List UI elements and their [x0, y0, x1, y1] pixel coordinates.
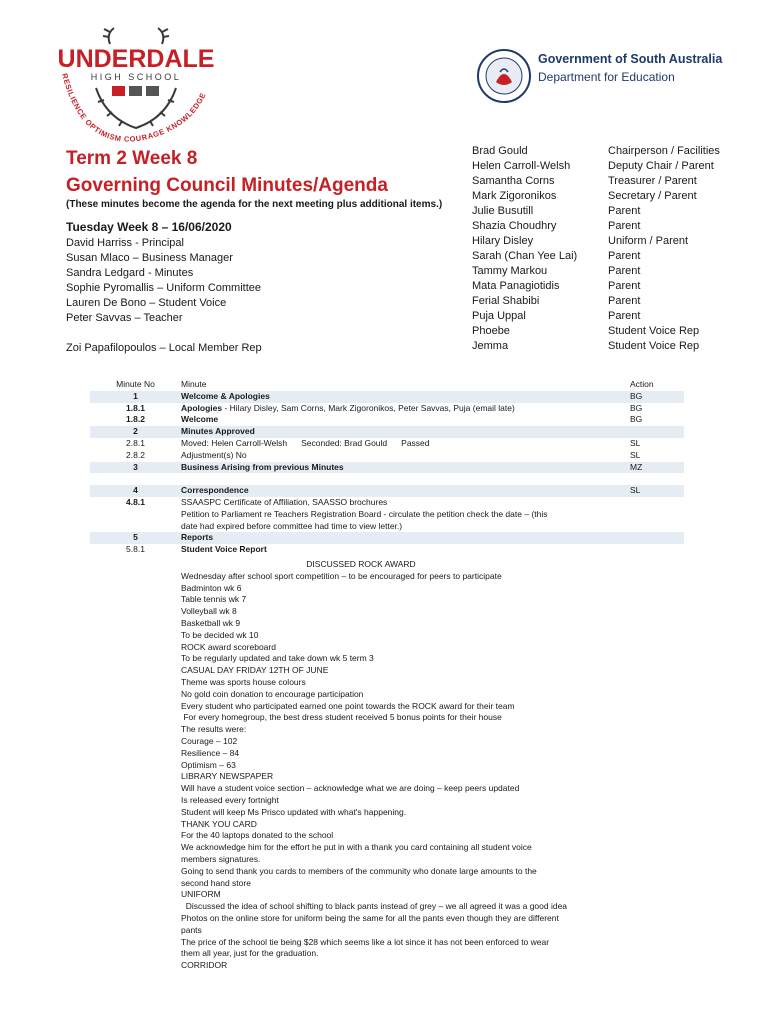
page-title-minutes: Governing Council Minutes/Agenda — [66, 175, 388, 196]
report-line: No gold coin donation to encourage participation — [181, 688, 364, 699]
report-line: pants — [181, 924, 202, 935]
minute-text-bold: Apologies — [181, 402, 223, 413]
report-line: Every student who participated earned one point towards the ROCK award for their team — [181, 700, 515, 711]
table-row — [90, 414, 684, 426]
council-member-name: Hilary Disley — [472, 235, 534, 247]
minute-action: BG — [630, 402, 643, 413]
minute-text: Business Arising from previous Minutes — [181, 461, 344, 472]
table-row — [90, 485, 684, 497]
council-member-name: Helen Carroll-Welsh — [472, 160, 571, 172]
minute-action: SL — [630, 485, 641, 496]
report-line: Volleyball wk 8 — [181, 606, 237, 617]
report-line: CASUAL DAY FRIDAY 12TH OF JUNE — [181, 665, 329, 676]
minute-text: Welcome & Apologies — [181, 390, 270, 401]
council-member-name: Sarah (Chan Yee Lai) — [472, 250, 578, 262]
minute-action — [628, 497, 684, 509]
minute-text: Welcome — [181, 414, 219, 425]
attendee: David Harriss - Principal — [66, 237, 184, 249]
council-member-names — [472, 144, 577, 354]
minute-no: 2.8.2 — [126, 449, 145, 460]
council-member-name: Tammy Markou — [472, 265, 548, 277]
table-row — [90, 438, 684, 450]
council-member-roles — [608, 144, 720, 354]
table-row — [90, 497, 684, 509]
council-member-name: Julie Busutill — [472, 205, 534, 217]
report-line: Optimism – 63 — [181, 759, 236, 770]
council-member-name: Ferial Shabibi — [472, 295, 540, 307]
council-member-role: Secretary / Parent — [608, 190, 697, 202]
attendee: Sandra Ledgard - Minutes — [66, 267, 194, 279]
council-member-name: Brad Gould — [472, 145, 528, 157]
attendee: Peter Savvas – Teacher — [66, 312, 183, 324]
council-member-role: Parent — [608, 220, 641, 232]
minute-action — [628, 521, 684, 533]
report-line: Going to send thank you cards to members of the community who donate large amounts to the — [181, 865, 537, 876]
local-member-rep: Zoi Papafilopoulos – Local Member Rep — [66, 342, 262, 354]
minute-text: - Hilary Disley, Sam Corns, Mark Zigoronikos, Peter Savvas, Puja (email late) — [222, 402, 515, 413]
report-line: UNIFORM — [181, 889, 221, 900]
student-voice-report — [181, 559, 621, 972]
council-member-role: Parent — [608, 265, 641, 277]
attendee: Susan Mlaco – Business Manager — [66, 252, 233, 264]
report-line: Photos on the online store for uniform being the same for all the pants even though they are different — [181, 912, 559, 923]
minute-text: date had expired before committee had time to view letter.) — [181, 520, 403, 531]
minute-no: 5 — [133, 532, 138, 543]
council-member-name: Mark Zigoronikos — [472, 190, 557, 202]
minute-no: 3 — [133, 461, 138, 472]
council-member-role: Parent — [608, 205, 641, 217]
minute-no — [90, 509, 181, 521]
minute-action: BG — [630, 390, 643, 401]
government-heading — [538, 52, 738, 84]
council-member-role: Student Voice Rep — [608, 340, 700, 352]
minute-no: 2.8.1 — [126, 437, 145, 448]
table-header-row — [90, 379, 684, 391]
report-line: ROCK award scoreboard — [181, 641, 276, 652]
report-line: Wednesday after school sport competition – to be encouraged for peers to participate — [181, 570, 502, 581]
minute-action: MZ — [630, 461, 643, 472]
minute-text: SSAASPC Certificate of Affiliation, SAASSO brochures — [181, 496, 388, 507]
government-line2: Department for Education — [538, 70, 675, 84]
council-member-name: Mata Panagiotidis — [472, 280, 560, 292]
council-member-role: Parent — [608, 310, 641, 322]
seconded-by: Seconded: Brad Gould — [301, 437, 388, 448]
report-heading: DISCUSSED ROCK AWARD — [306, 559, 416, 569]
agenda-note: (These minutes become the agenda for the next meeting plus additional items.) — [66, 199, 443, 210]
council-member-name: Phoebe — [472, 325, 510, 337]
minute-action: SL — [630, 449, 641, 460]
report-line: CORRIDOR — [181, 960, 228, 971]
report-line: Table tennis wk 7 — [181, 594, 247, 605]
minute-action — [628, 426, 684, 438]
school-logo — [52, 22, 220, 152]
minute-no: 4 — [133, 485, 138, 496]
report-line: Theme was sports house colours — [181, 676, 306, 687]
minute-text: Minutes Approved — [181, 426, 255, 437]
report-line: To be regularly updated and take down wk 5 term 3 — [181, 653, 374, 664]
school-subname-logo: HIGH SCHOOL — [90, 72, 182, 82]
table-row — [90, 521, 684, 533]
school-name-logo: UNDERDALE — [57, 45, 215, 73]
report-line: Student will keep Ms Prisco updated with what's happening. — [181, 806, 407, 817]
report-line: Basketball wk 9 — [181, 617, 241, 628]
minute-action: SL — [630, 437, 641, 448]
report-line: We acknowledge him for the effort he put in with a thank you card containing all student voice — [181, 842, 532, 853]
council-member-name: Samantha Corns — [472, 175, 555, 187]
table-row — [90, 426, 684, 438]
table-row — [90, 544, 684, 556]
council-member-role: Chairperson / Facilities — [608, 145, 720, 157]
col-header-minute: Minute — [181, 379, 207, 389]
moved-by: Moved: Helen Carroll-Welsh — [181, 437, 288, 448]
table-row — [90, 403, 684, 415]
report-line: second hand store — [181, 877, 251, 888]
staff-attendees — [66, 236, 262, 356]
minute-text: Student Voice Report — [181, 544, 267, 555]
minute-no — [90, 521, 181, 533]
report-line: Resilience – 84 — [181, 747, 240, 758]
council-member-name: Jemma — [472, 340, 509, 352]
minute-action — [628, 509, 684, 521]
council-member-role: Student Voice Rep — [608, 325, 700, 337]
minute-text: Reports — [181, 532, 214, 543]
attendee: Sophie Pyromallis – Uniform Committee — [66, 282, 262, 294]
report-line: For every homegroup, the best dress student received 5 bonus points for their house — [181, 712, 502, 723]
minute-text: Adjustment(s) No — [181, 449, 247, 460]
table-row — [90, 509, 684, 521]
council-member-name: Puja Uppal — [472, 310, 526, 322]
page-title-term: Term 2 Week 8 — [66, 148, 198, 169]
report-line: THANK YOU CARD — [181, 818, 257, 829]
report-line: LIBRARY NEWSPAPER — [181, 771, 274, 782]
council-member-role: Uniform / Parent — [608, 235, 689, 247]
council-member-role: Parent — [608, 295, 641, 307]
minute-action — [628, 544, 684, 556]
report-line: The results were: — [181, 724, 247, 735]
report-line: Badminton wk 6 — [181, 582, 242, 593]
table-row — [90, 532, 684, 544]
minutes-table — [90, 379, 684, 556]
minute-text: Petition to Parliament re Teachers Registration Board - circulate the petition check the date – (this — [181, 508, 548, 519]
report-line: Is released every fortnight — [181, 794, 279, 805]
report-line: them all year, just for the graduation. — [181, 948, 319, 959]
col-header-minute-no: Minute No — [116, 379, 155, 389]
report-line: Courage – 102 — [181, 735, 238, 746]
table-row — [90, 450, 684, 462]
report-line: The price of the school tie being $28 which seems like a lot since it has not been enforced to wear — [181, 936, 550, 947]
col-header-action: Action — [630, 379, 654, 389]
minute-action — [628, 532, 684, 544]
minute-action: BG — [630, 414, 643, 425]
report-line: For the 40 laptops donated to the school — [181, 830, 334, 841]
council-member-role: Parent — [608, 250, 641, 262]
school-motto-logo: RESILIENCE OPTIMISM COURAGE KNOWLEDGE — [60, 72, 208, 144]
report-line: Will have a student voice section – acknowledge what we are doing – keep peers updated — [181, 783, 520, 794]
meeting-date: Tuesday Week 8 – 16/06/2020 — [66, 220, 232, 234]
minute-no: 4.8.1 — [126, 496, 145, 507]
motion-result: Passed — [401, 437, 430, 448]
minute-no: 2 — [133, 426, 138, 437]
table-row — [90, 391, 684, 403]
minute-no: 1.8.1 — [126, 402, 145, 413]
table-row — [90, 462, 684, 474]
council-member-name: Shazia Choudhry — [472, 220, 557, 232]
council-member-role: Parent — [608, 280, 641, 292]
report-line: Discussed the idea of school shifting to black pants instead of grey – we all agreed it was a good idea — [181, 901, 568, 912]
minute-no: 1.8.2 — [126, 414, 145, 425]
council-member-role: Treasurer / Parent — [608, 175, 697, 187]
council-member-role: Deputy Chair / Parent — [608, 160, 714, 172]
government-seal-icon — [476, 48, 532, 104]
report-line: To be decided wk 10 — [181, 629, 259, 640]
minute-text: Correspondence — [181, 485, 249, 496]
minute-no: 5.8.1 — [126, 544, 145, 555]
minute-no: 1 — [133, 390, 138, 401]
table-spacer — [90, 473, 684, 485]
report-line: members signatures. — [181, 853, 261, 864]
government-line1: Government of South Australia — [538, 52, 723, 66]
attendee: Lauren De Bono – Student Voice — [66, 297, 227, 309]
